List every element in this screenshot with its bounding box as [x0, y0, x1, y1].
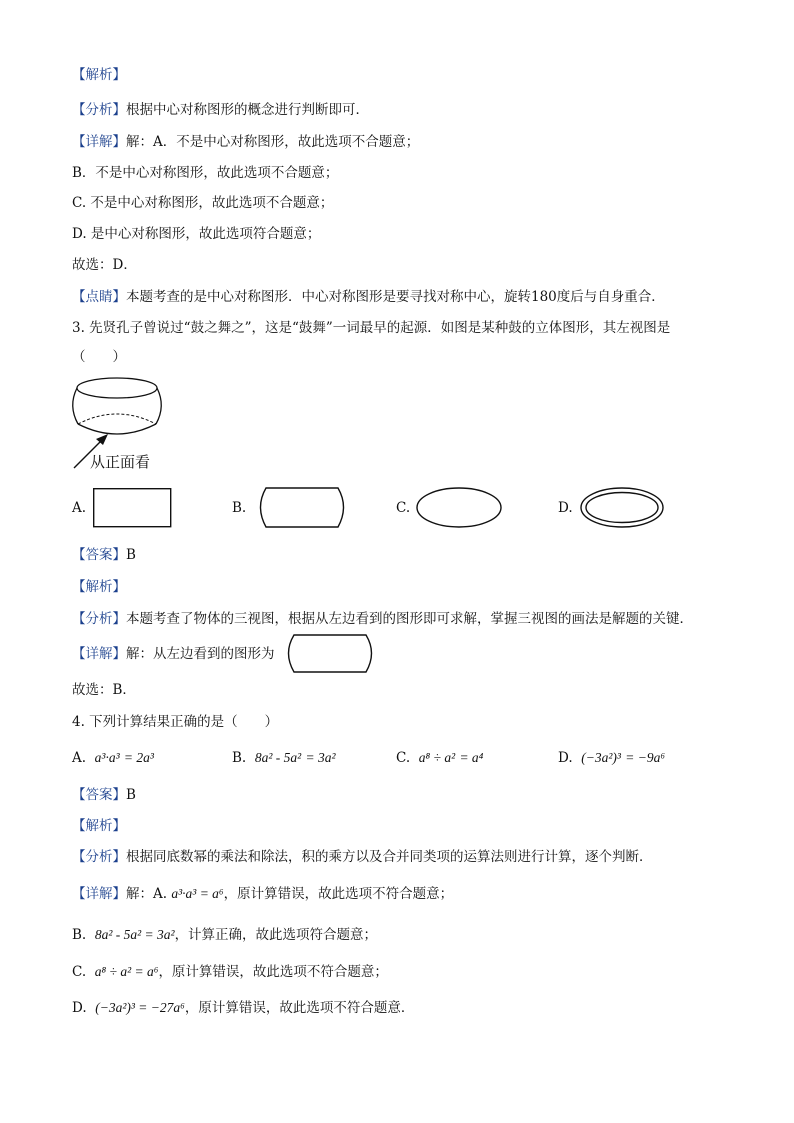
q2-detail-c: C. 不是中心对称图形，故此选项不合题意； — [72, 195, 334, 211]
q2-detail-d: D. 是中心对称图形，故此选项符合题意； — [72, 226, 321, 242]
q3-option-d-label: D. — [558, 500, 573, 516]
q4-answer: 【答案】B — [72, 787, 136, 803]
figure-caption: 从正面看 — [90, 453, 151, 471]
q3-jiexi-heading: 【解析】 — [72, 579, 126, 595]
q2-conclusion: 故选：D． — [72, 257, 137, 273]
q2-remark: 【点睛】本题考查的是中心对称图形．中心对称图形是要寻找对称中心，旋转180度后与自身重合． — [72, 289, 665, 305]
q4-option-c: C. a⁸ ÷ a² = a⁴ — [396, 750, 484, 766]
q3-stem-bracket: （ ） — [72, 349, 126, 365]
q3-stem: 3. 先贤孔子曾说过“鼓之舞之”，这是“鼓舞”一词最早的起源．如图是某种鼓的立体图形，其左视图是 — [72, 320, 671, 336]
q2-detail-b: B．不是中心对称图形，故此选项不合题意； — [72, 165, 339, 181]
q3-option-a-label: A. — [72, 500, 87, 516]
q4-jiexi-heading: 【解析】 — [72, 818, 126, 834]
q3-option-c-label: C. — [396, 500, 411, 516]
q3-detail: 【详解】解：从左边看到的图形为 — [72, 646, 275, 662]
q4-analysis: 【分析】根据同底数幂的乘法和除法，积的乘方以及合并同类项的运算法则进行计算，逐个判断． — [72, 849, 653, 865]
q2-analysis: 【分析】根据中心对称图形的概念进行判断即可． — [72, 102, 369, 118]
q4-option-d: D. (−3a²)³ = −9a⁶ — [558, 750, 666, 766]
q4-detail-c: C. a⁸ ÷ a² = a⁶，原计算错误，故此选项不符合题意； — [72, 964, 388, 980]
q3-conclusion: 故选：B． — [72, 682, 136, 698]
q3-option-d-double-ellipse — [580, 487, 666, 529]
q4-detail-d: D. (−3a²)³ = −27a⁶，原计算错误，故此选项不符合题意． — [72, 1000, 415, 1016]
q4-detail-b: B. 8a² - 5a² = 3a²，计算正确，故此选项符合题意； — [72, 927, 378, 943]
q4-option-a: A. a³·a³ = 2a³ — [72, 750, 154, 766]
q4-option-b: B. 8a² - 5a² = 3a² — [232, 750, 336, 766]
q3-option-b-barrel-shape — [254, 487, 350, 529]
q3-option-c-ellipse — [416, 487, 504, 529]
q3-detail-barrel-shape — [282, 634, 378, 674]
q4-detail-a: 【详解】解：A. a³·a³ = a⁶，原计算错误，故此选项不符合题意； — [72, 886, 454, 902]
q4-stem: 4. 下列计算结果正确的是（ ） — [72, 714, 279, 730]
q3-option-b-label: B. — [232, 500, 247, 516]
q3-analysis: 【分析】本题考查了物体的三视图，根据从左边看到的图形即可求解，掌握三视图的画法是解题的关键． — [72, 611, 693, 627]
q3-answer: 【答案】B — [72, 547, 136, 563]
q2-jiexi-heading: 【解析】 — [72, 67, 126, 83]
q2-detail-a: 【详解】解：A．不是中心对称图形，故此选项不合题意； — [72, 134, 420, 150]
q3-option-a-rectangle — [93, 488, 173, 528]
